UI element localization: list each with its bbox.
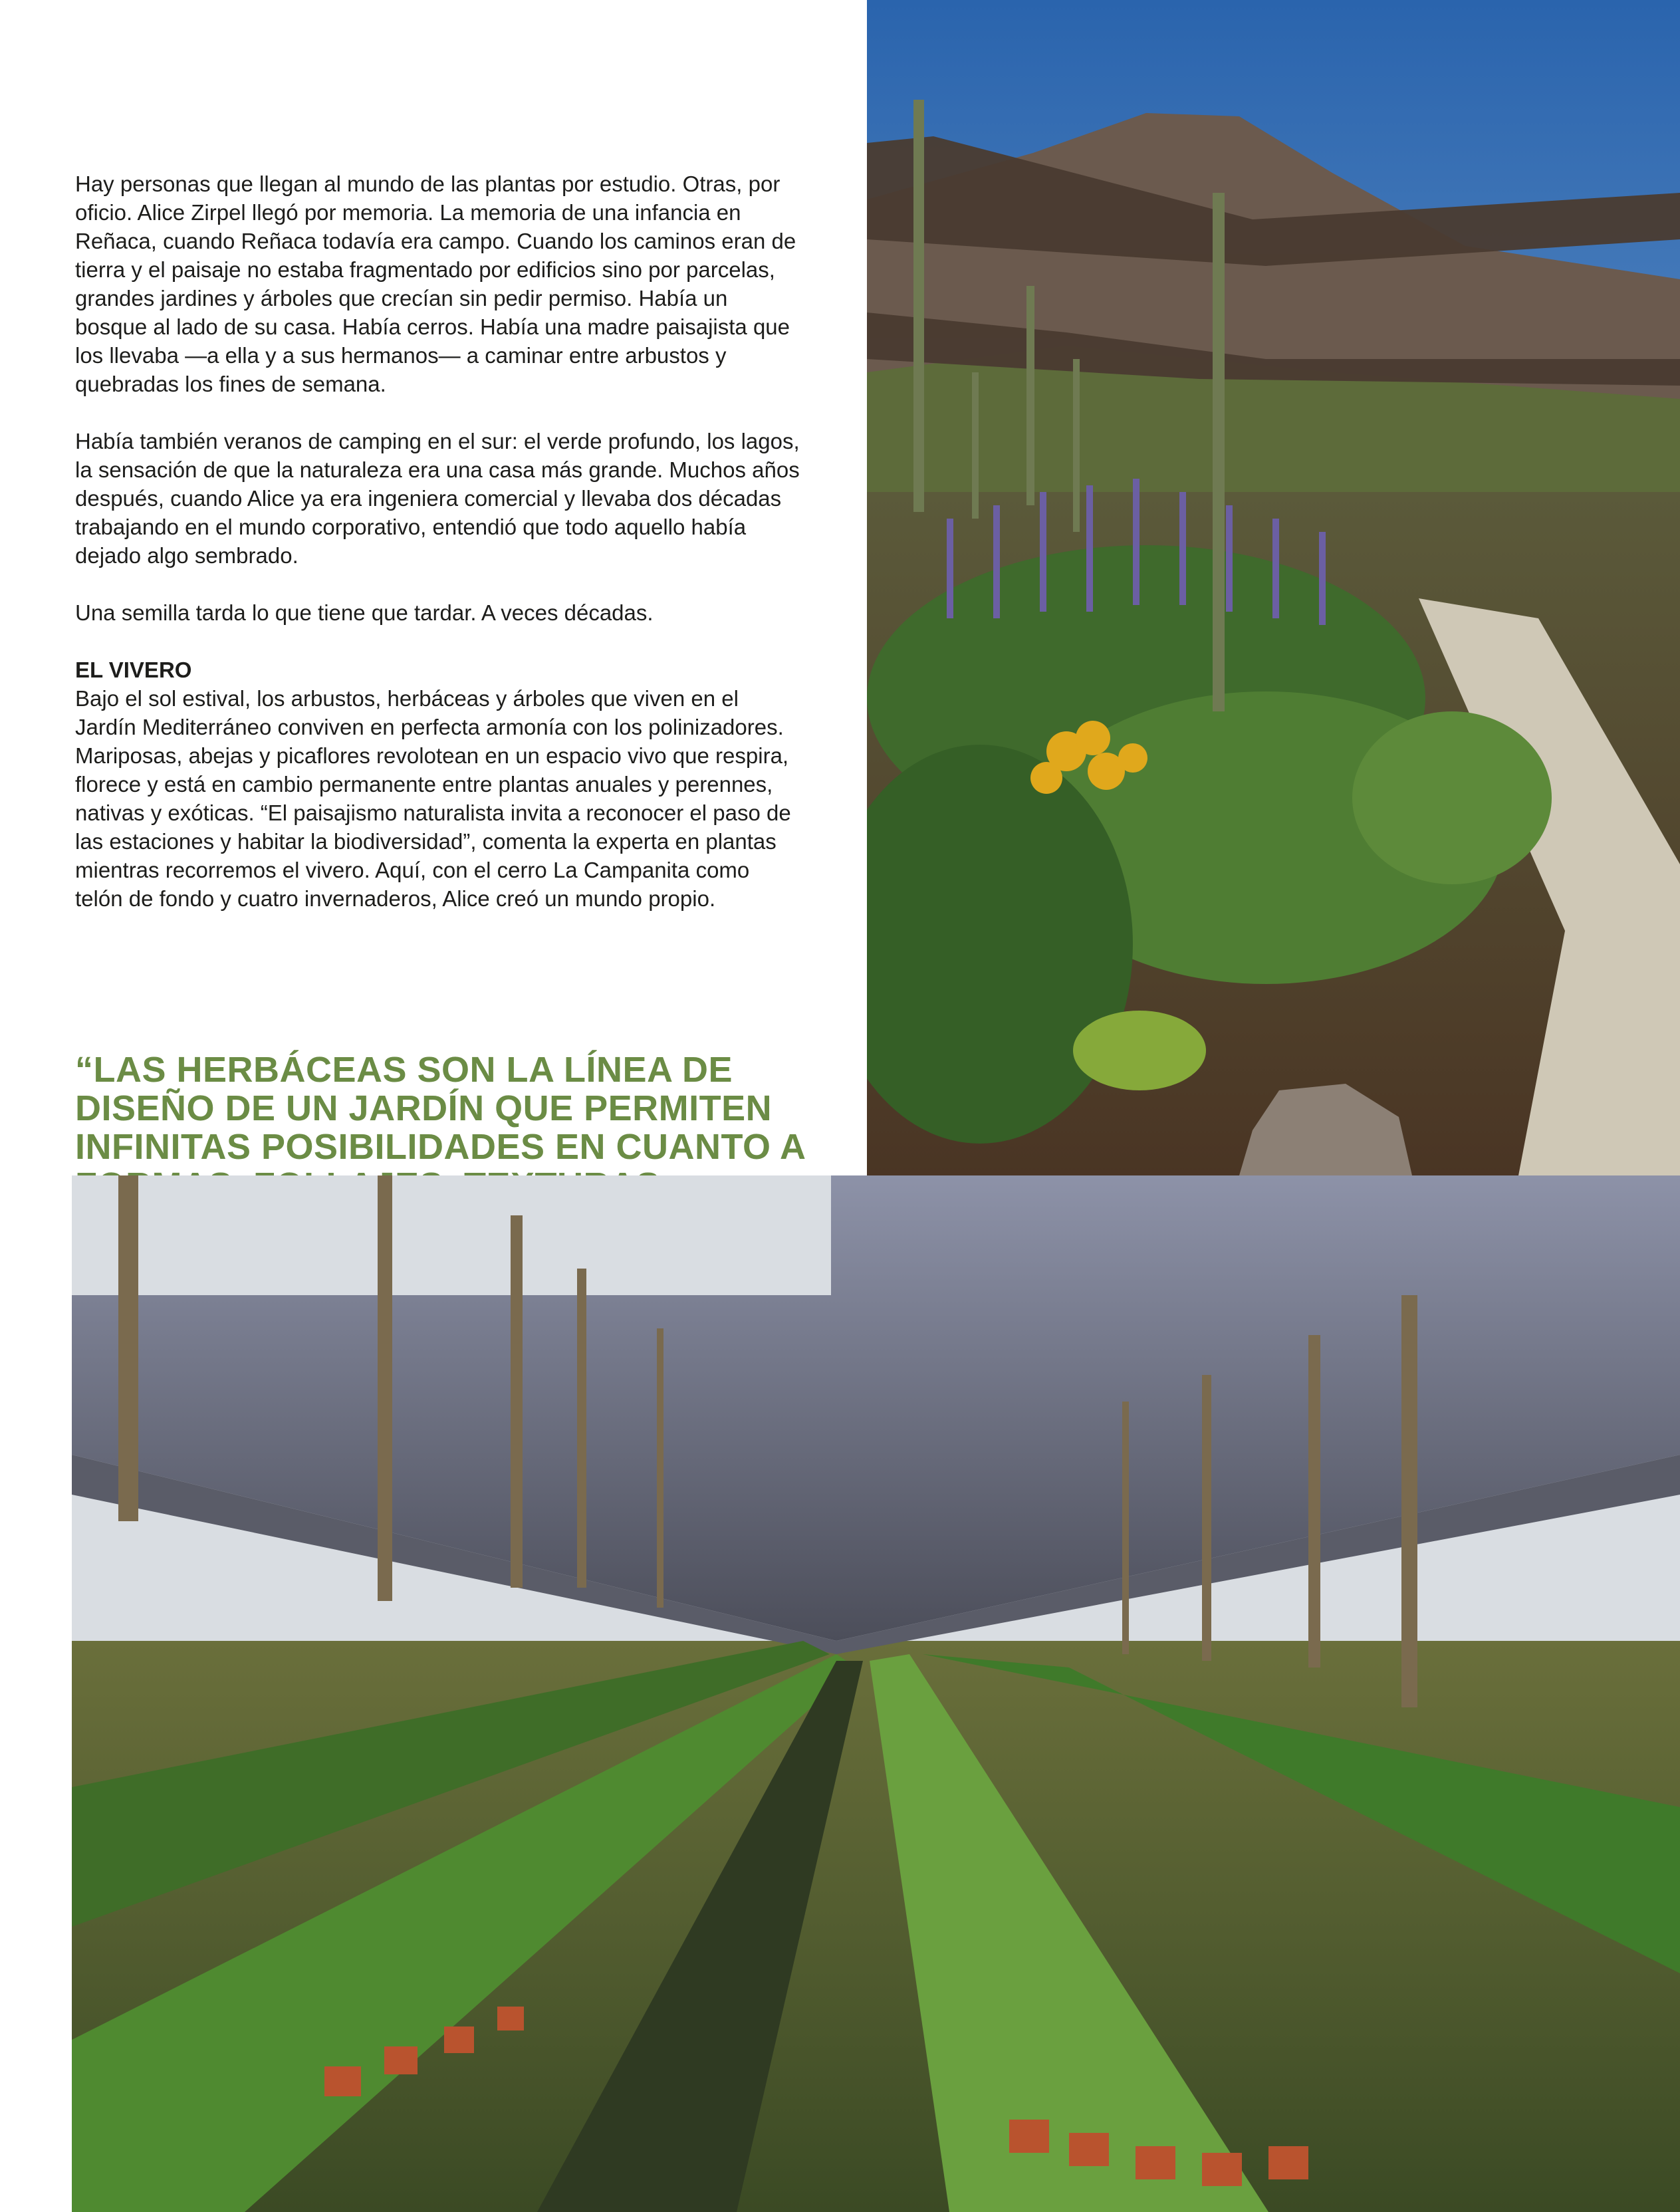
section-heading: EL VIVERO	[75, 658, 192, 682]
paragraph-nursery: Bajo el sol estival, los arbustos, herbáceas y árboles que viven en el Jardín Mediterráneo conviven en perfecta armonía con los polinizadores. Mariposas, abejas y picaflores revolotean en un espacio vivo que respira, florece y está en cambio permanente entre plantas anuales y perennes, nativas y exóticas. “El paisajismo naturalista invita a reconocer el paso de las estaciones y habitar la biodiversidad”, comenta la experta en plantas mientras recorremos el vivero. Aquí, con el cerro La Campanita como telón de fondo y cuatro invernaderos, Alice creó un mundo propio.	[75, 686, 791, 911]
garden-photo	[867, 0, 1680, 1175]
paragraph-seed: Una semilla tarda lo que tiene que tardar. A veces décadas.	[75, 600, 654, 625]
paragraph-summers: Había también veranos de camping en el sur: el verde profundo, los lagos, la sensación de que la naturaleza era una casa más grande. Muchos años después, cuando Alice ya era ingeniera comercial y llevaba dos décadas trabajando en el mundo corporativo, entendió que todo aquello había dejado algo sembrado.	[75, 429, 800, 568]
paragraph-intro: Hay personas que llegan al mundo de las plantas por estudio. Otras, por oficio. Alice Zirpel llegó por memoria. La memoria de una infancia en Reñaca, cuando Reñaca todavía era campo. Cuando los caminos eran de tierra y el paisaje no estaba fragmentado por edificios sino por parcelas, grandes jardines y árboles que crecían sin pedir permiso. Había un bosque al lado de su casa. Había cerros. Había una madre paisajista que los llevaba —a ella y a sus hermanos— a caminar entre arbustos y quebradas los fines de semana.	[75, 172, 796, 396]
greenhouse-photo	[72, 1175, 1680, 2212]
article-body	[75, 170, 800, 913]
pull-quote: “LAS HERBÁCEAS SON LA LÍNEA DE DISEÑO DE UN JARDÍN QUE PERMITEN INFINITAS POSIBILIDADES EN CUANTO A	[75, 1050, 805, 1167]
